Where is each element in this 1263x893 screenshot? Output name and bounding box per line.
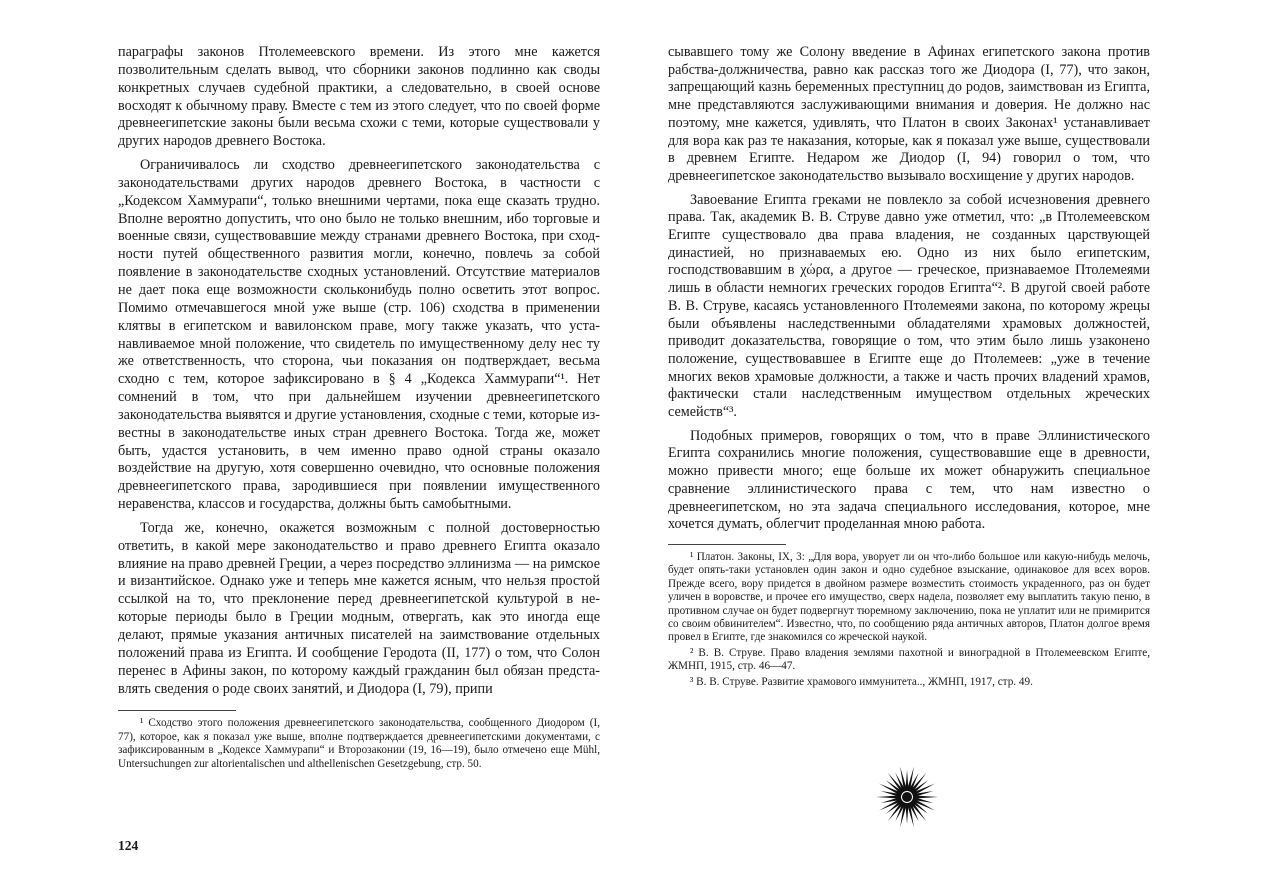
asterisk-flower-ornament-icon: [874, 764, 940, 830]
right-paragraph-2: Завоевание Египта греками не повлекло за собой исчезновения древнего права. Так, академик В. В. Струве давно уже отметил, что: „в Птолемеевском Египте существовало два права владения, не созданных царствующей династией, но признаваемых ею. Одно из них было египетским, господствовавшим в χώρα, а другое — греческое, признаваемое Птолемеями лишь в области немногих греческих городов Египта“². В другой своей работе В. В. Струве, касаясь установленного Птолемеями закона, по которому жрецы были объявлены наследственными обладателями храмовых должностей, приводит доказательства, говорящие о том, что этим было лишь узаконено положение, существовавшее в Египте еще до Птолемеев: „уже в течение многих веков храмовые должности, а также и часть прочих владений храмов, фактически стали наследственным имуществом отдельных жреческих семейств“³.: [668, 191, 1150, 421]
footnote-divider: [118, 710, 236, 711]
footnote-divider: [668, 544, 786, 545]
right-footnote-1: ¹ Платон. Законы, IX, 3: „Для вора, уворует ли он что-либо большое или какую-нибудь мелочь, будет опять-таки установлен один закон и одно судебное взыскание, одинаковое для всех воров. Прежде всего, вору придется в двойном размере возместить стоимость украденного, раз он будет уличен в воровстве, и прочее его имущество, сверх надела, позволяет ему выплатить такую пеню, в противном случае он будет подвергнут тюремному заключению, пока не уплатит или не примирится со своим обвинителем“. Известно, что, по сообщению ряда античных авторов, Платон долгое время провел в Египте, где знакомился со жреческой наукой.: [668, 550, 1150, 644]
left-page: [118, 44, 600, 771]
left-paragraph-3: Тогда же, конечно, окажется возможным с полной достоверностью ответить, в какой мере законодательство и право древнего Египта оказало влияние на право древней Греции, а через посредство эллинизма — на римское и византийское. Однако уже и теперь мне кажется ясным, что нельзя простой ссылкой на то, что преклонение перед древнеегипетской культурой в некоторые периоды было в Греции модным, отвергать, как это иногда еще делают, прямые указания античных писателей на заимствование отдельных положений права из Египта. И сообщение Геродота (II, 177) о том, что Солон перенес в Афины закон, по которому каждый гражданин был обязан представлять сведения о роде своих занятий, и Диодора (I, 79), припи: [118, 519, 600, 697]
page-number: 124: [118, 838, 139, 853]
right-footnote-2: ² В. В. Струве. Право владения землями пахотной и виноградной в Птолемеевском Египте, ЖМНП, 1915, стр. 46—47.: [668, 646, 1150, 673]
right-paragraph-3: Подобных примеров, говорящих о том, что в праве Эллинистического Египта сохранились многие положения, существовавшие еще в древности, можно привести много; еще больше их может обнаружить специальное сравнение эллинистического права с тем, что нам известно о древнеегипетском, но эта задача специального исследования, которое, мне хочется думать, облегчит проделанная мною работа.: [668, 427, 1150, 533]
right-footnote-3: ³ В. В. Струве. Развитие храмового иммунитета.., ЖМНП, 1917, стр. 49.: [690, 675, 1033, 688]
right-page: [668, 44, 1150, 689]
left-paragraph-1: параграфы законов Птолемеевского времени. Из этого мне кажется позволительным сделать вывод, что сборники законов подлинно как своды конкретных случаев судебной практики, а следовательно, в своей основе восходят к обычному праву. Вместе с тем из этого следует, что по своей форме древнеегипетские законы были весьма схожи с теми, которые существовали у других народов древнего Востока.: [118, 44, 600, 150]
right-paragraph-1: сывавшего тому же Солону введение в Афинах египетского закона против рабства-должничества, равно как рассказ того же Диодора (I, 77), что закон, запрещающий казнь беременных преступниц до родов, заимствован из Египта, мне представляются заслуживающими внимания и доверия. Не должно нас поэтому, мне кажется, удивлять, что Платон в своих Законах¹ устанавливает для вора как раз те наказания, которые, как я показал уже выше, существовали в древнем Египте. Недаром же Диодор (I, 94) говорил о том, что древнеегипетское законодательство вызывало восхищение у других народов.: [668, 44, 1150, 184]
left-footnote-1: ¹ Сходство этого положения древнеегипетского законодательства, сообщенного Диодором (I, 77), которое, как я показал уже выше, вполне подтверждается древнеегипетскими документами, с зафиксированным в „Кодексе Хаммурапи“ и Второзаконии (19, 16—19), было отмечено еще Mühl, Untersuchungen zur altorientalischen und althellenischen Gesetzgebung, стр. 50.: [118, 717, 600, 770]
left-paragraph-2: Ограничивалось ли сходство древнеегипетского законодательства с законодательствами других народов древнего Востока, в частности с „Кодексом Хаммурапи“, только внешними чертами, пока еще сказать трудно. Вполне вероятно допустить, что оно было не только внешним, ибо торговые и военные связи, существовавшие между странами древнего Востока, при сходности путей общественного развития могли, конечно, повлечь за собой появление в законодательстве сходных установлений. Отсутствие материалов не дает пока еще возможности скольконибудь полно осветить этот вопрос. Помимо отмечавшегося мной уже выше (стр. 106) сходства в применении клятвы в египетском и вавилонском праве, могу также указать, что устанавливаемое мной положение, что свидетель по имущественному делу нес ту же ответственность, что сторона, чьи показания он подтверждает, весьма сходно с тем, которое зафиксировано в § 4 „Кодекса Хаммурапи“¹. Нет сомнений в том, что при дальнейшем изучении древнеегипетского законодательства выявятся и другие установления, сходные с теми, которые известны в законодательстве иных стран древнего Востока. Тогда же, может быть, удастся установить, в чем именно право одной страны оказало воздействие на другую, хотя совершенно очевидно, что основные положения древнеегипетского права, зародившиеся при появлении имущественного неравенства, классов и государства, должны быть самобытными.: [118, 157, 600, 513]
